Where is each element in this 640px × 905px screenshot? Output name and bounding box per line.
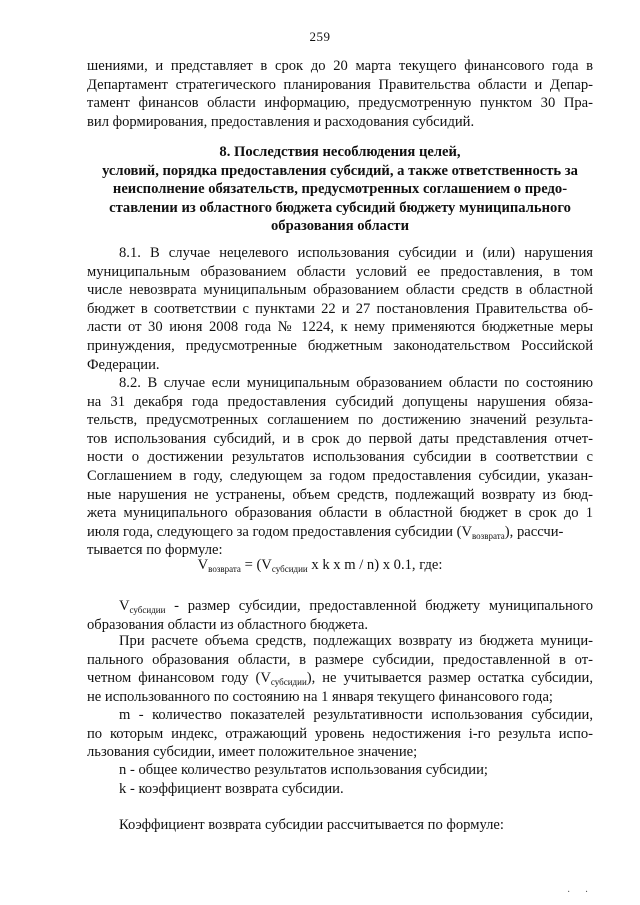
heading-line: 8. Последствия несоблюдения целей,	[219, 144, 461, 160]
paragraph-calculation	[87, 632, 593, 706]
text-line: числе невозврата муниципальным образованием области средств в областной	[87, 282, 593, 299]
text-fragment: июля года, следующего за годом предоставления субсидии (V	[87, 523, 472, 540]
text-line: Департамент стратегического планирования Правительства области и Депар-	[87, 76, 593, 93]
text-fragment: четном финансовом году (V	[87, 670, 271, 687]
text-line: не использованного по состоянию на 1 января текущего финансового года;	[87, 688, 553, 705]
text-line: k - коэффициент возврата субсидии.	[119, 780, 344, 797]
text-line: принуждения, предусмотренные бюджетным законодательством Российской	[87, 337, 593, 354]
text-line: бюджет в соответствии с пунктами 22 и 27 постановления Правительства об-	[87, 300, 593, 317]
text-line: ные нарушения не устранены, объем средств, подлежащий возврату из бюд-	[87, 486, 593, 503]
text-line: ности о достижении результатов использования субсидии в соответствии с	[87, 449, 593, 466]
page-number: 259	[309, 29, 331, 44]
heading-line: ставлении из областного бюджета субсидий бюджету муниципального	[109, 199, 571, 216]
text-line: тов использования субсидий, и в срок до первой даты представления отчет-	[87, 430, 593, 447]
text-line: пального образования области, в размере субсидии, предоставленной в от-	[87, 651, 593, 668]
text-line: m - количество показателей результативности использования субсидии,	[119, 707, 593, 723]
formula-part: = (V	[240, 557, 272, 573]
heading-line: неисполнение обязательств, предусмотренных соглашением о предо-	[112, 181, 568, 198]
definition-n-k	[87, 761, 593, 798]
definition-v	[87, 597, 593, 634]
text-line: 8.1. В случае нецелевого использования субсидии и (или) нарушения	[119, 245, 593, 261]
text-fragment: ), рассчи-	[504, 523, 564, 540]
text-line	[87, 597, 593, 616]
text-line: тамент финансов области информацию, предусмотренную пунктом 30 Пра-	[87, 95, 593, 112]
formula-var: V	[119, 598, 130, 614]
paragraph-8-1	[87, 244, 593, 374]
text-line: Коэффициент возврата субсидии рассчитывается по формуле:	[119, 817, 504, 833]
text-line: При расчете объема средств, подлежащих возврату из бюджета муници-	[119, 633, 593, 649]
text-fragment: - размер субсидии, предоставленной бюджету муниципального	[165, 598, 593, 614]
subscript: субсидии	[129, 605, 166, 615]
subscript: возврата	[208, 564, 241, 574]
heading-line: образования области	[270, 218, 410, 235]
intro-paragraph	[87, 57, 593, 131]
definition-m	[87, 706, 593, 762]
text-line: жета муниципального образования области в областной бюджет в срок до 1	[87, 505, 593, 522]
text-line: Федерации.	[87, 356, 160, 373]
text-line: по которым индекс, отражающий уровень недостижения i-го результа испо-	[87, 725, 593, 742]
text-line: Соглашением в году, следующем за годом предоставления субсидии, указан-	[87, 467, 593, 484]
paragraph-8-2	[87, 374, 593, 560]
text-line: тывается по формуле:	[87, 542, 223, 559]
text-line: льзования субсидии, имеет положительное значение;	[87, 744, 418, 761]
formula	[0, 556, 640, 575]
subscript: субсидии	[271, 564, 308, 574]
subscript: возврата	[471, 530, 505, 541]
text-line: на 31 декабря года предоставления субсидий допущены нарушения обяза-	[87, 393, 593, 410]
formula-var: V	[197, 557, 209, 573]
heading-line: условий, порядка предоставления субсидий, а также ответственность за	[102, 162, 578, 179]
text-line	[87, 669, 593, 688]
text-line: тельств, предусмотренных соглашением по достижению значений результа-	[87, 412, 593, 429]
text-line: образования области из областного бюджета.	[87, 616, 368, 633]
closing-line	[87, 816, 593, 835]
footer-mark: · ·	[567, 887, 595, 898]
text-line: n - общее количество результатов использования субсидии;	[119, 762, 488, 778]
text-line: 8.2. В случае если муниципальным образованием области по состоянию	[119, 375, 593, 391]
text-line	[87, 523, 593, 542]
text-line: муниципальным образованием области условий ее предоставления, в том	[87, 263, 593, 280]
text-line: вил формирования, предоставления и расходования субсидий.	[87, 113, 475, 130]
formula-part: x k x m / n) x 0.1, где:	[307, 557, 443, 573]
text-line: ласти от 30 июня 2008 года № 1224, к нему применяются бюджетные меры	[87, 319, 593, 336]
text-fragment: ), не учитывается размер остатка субсидии,	[306, 670, 593, 687]
text-line: шениями, и представляет в срок до 20 марта текущего финансового года в	[87, 58, 593, 74]
section-heading	[87, 143, 593, 236]
subscript: субсидии	[270, 677, 307, 688]
